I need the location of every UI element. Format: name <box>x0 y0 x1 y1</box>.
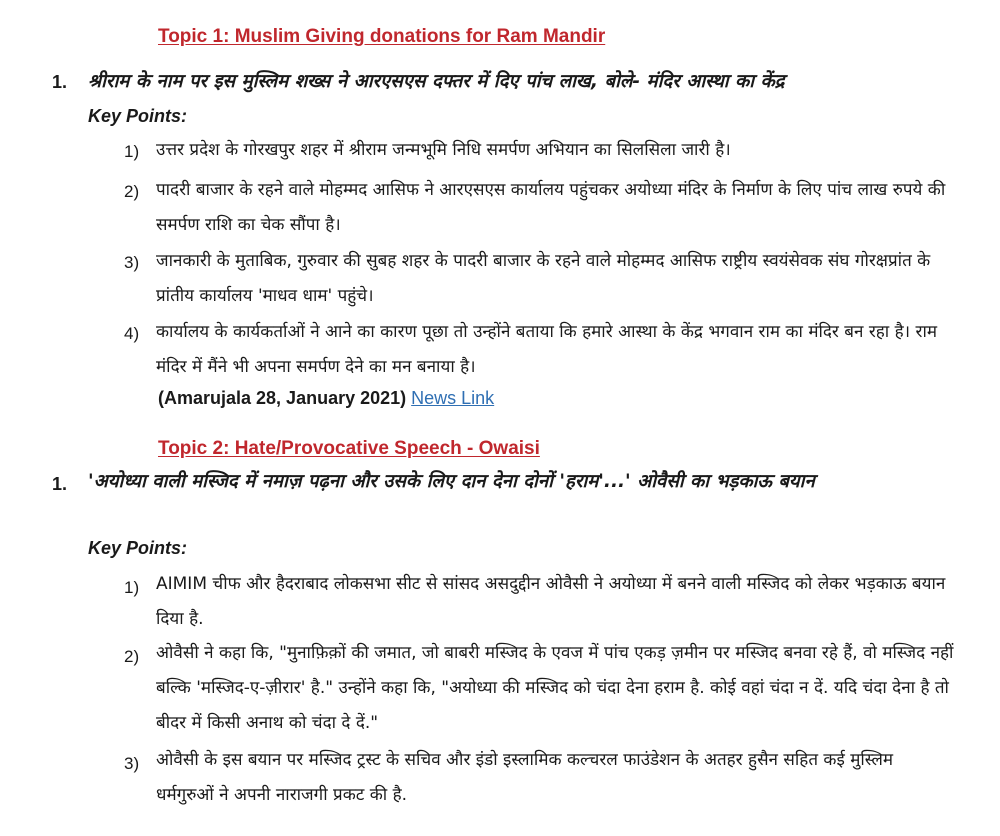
topic-1-point-text: जानकारी के मुताबिक, गुरुवार की सुबह शहर के पादरी बाजार के रहने वाले मोहम्मद आसिफ राष्ट्रीय स्वयंसेवक संघ गोरक्षप्रांत के प्रांतीय कार्यालय 'माधव धाम' पहुंचे। <box>156 251 931 306</box>
topic-2-point-text: ओवैसी के इस बयान पर मस्जिद ट्रस्ट के सचिव और इंडो इस्लामिक कल्चरल फाउंडेशन के अतहर हुसैन सहित कई मुस्लिम धर्मगुरुओं ने अपनी नाराजगी प्रकट की है. <box>156 750 894 805</box>
topic-2-item-number: 1. <box>52 474 68 494</box>
topic-1-point-number: 2) <box>124 182 140 201</box>
topic-1-point-text: पादरी बाजार के रहने वाले मोहम्मद आसिफ ने आरएसएस कार्यालय पहुंचकर अयोध्या मंदिर के निर्माण के लिए पांच लाख रुपये की समर्पण राशि का चेक सौंपा है। <box>156 180 946 235</box>
topic-2-point-text: ओवैसी ने कहा कि, "मुनाफ़िक़ों की जमात, जो बाबरी मस्जिद के एवज में पांच एकड़ ज़मीन पर मस्जिद बनवा रहे हैं, वो मस्जिद नहीं बल्कि 'मस्जिद-ए-ज़ीरार' है." उन्होंने कहा कि, "अयोध्या की मस्जिद को चंदा देना हराम है. कोई वहां चंदा न दें. यदि चंदा देना है तो बीदर में किसी अनाथ को चंदा दे दें." <box>156 643 954 733</box>
topic-1-point-text: उत्तर प्रदेश के गोरखपुर शहर में श्रीराम जन्मभूमि निधि समर्पण अभियान का सिलसिला जारी है। <box>156 140 731 160</box>
news-link[interactable]: News Link <box>411 388 495 408</box>
topic-1-headline: श्रीराम के नाम पर इस मुस्लिम शख्स ने आरएसएस दफ्तर में दिए पांच लाख, बोले- मंदिर आस्था का केंद्र <box>88 71 785 92</box>
topic-2-key-points-label: Key Points: <box>88 538 188 558</box>
topic-2-point-number: 3) <box>124 754 140 773</box>
topic-2-point-number: 1) <box>124 578 140 597</box>
topic-2-point-number: 2) <box>124 647 140 666</box>
topic-2-title: Topic 2: Hate/Provocative Speech - Owaisi <box>158 438 540 459</box>
topic-1-key-points-label: Key Points: <box>88 106 188 126</box>
topic-1-point-text: कार्यालय के कार्यकर्ताओं ने आने का कारण पूछा तो उन्होंने बताया कि हमारे आस्था के केंद्र भगवान राम का मंदिर बन रहा है। राम मंदिर में मैंने भी अपना समर्पण देने का मन बनाया है। <box>156 322 938 377</box>
topic-1-point-number: 1) <box>124 142 140 161</box>
topic-2-headline: 'अयोध्या वाली मस्जिद में नमाज़ पढ़ना और उसके लिए दान देना दोनों 'हराम'...' ओवैसी का भड़काऊ बयान <box>88 471 815 492</box>
topic-1-title: Topic 1: Muslim Giving donations for Ram Mandir <box>158 26 606 47</box>
topic-1-point-number: 3) <box>124 253 140 272</box>
topic-1-source <box>158 388 494 409</box>
topic-1-item-number: 1. <box>52 72 68 92</box>
source-citation: (Amarujala 28, January 2021) <box>158 388 407 408</box>
topic-1-point-number: 4) <box>124 324 140 343</box>
topic-2-point-text: AIMIM चीफ और हैदराबाद लोकसभा सीट से सांसद असदुद्दीन ओवैसी ने अयोध्या में बनने वाली मस्जिद को लेकर भड़काऊ बयान दिया है. <box>156 574 946 629</box>
